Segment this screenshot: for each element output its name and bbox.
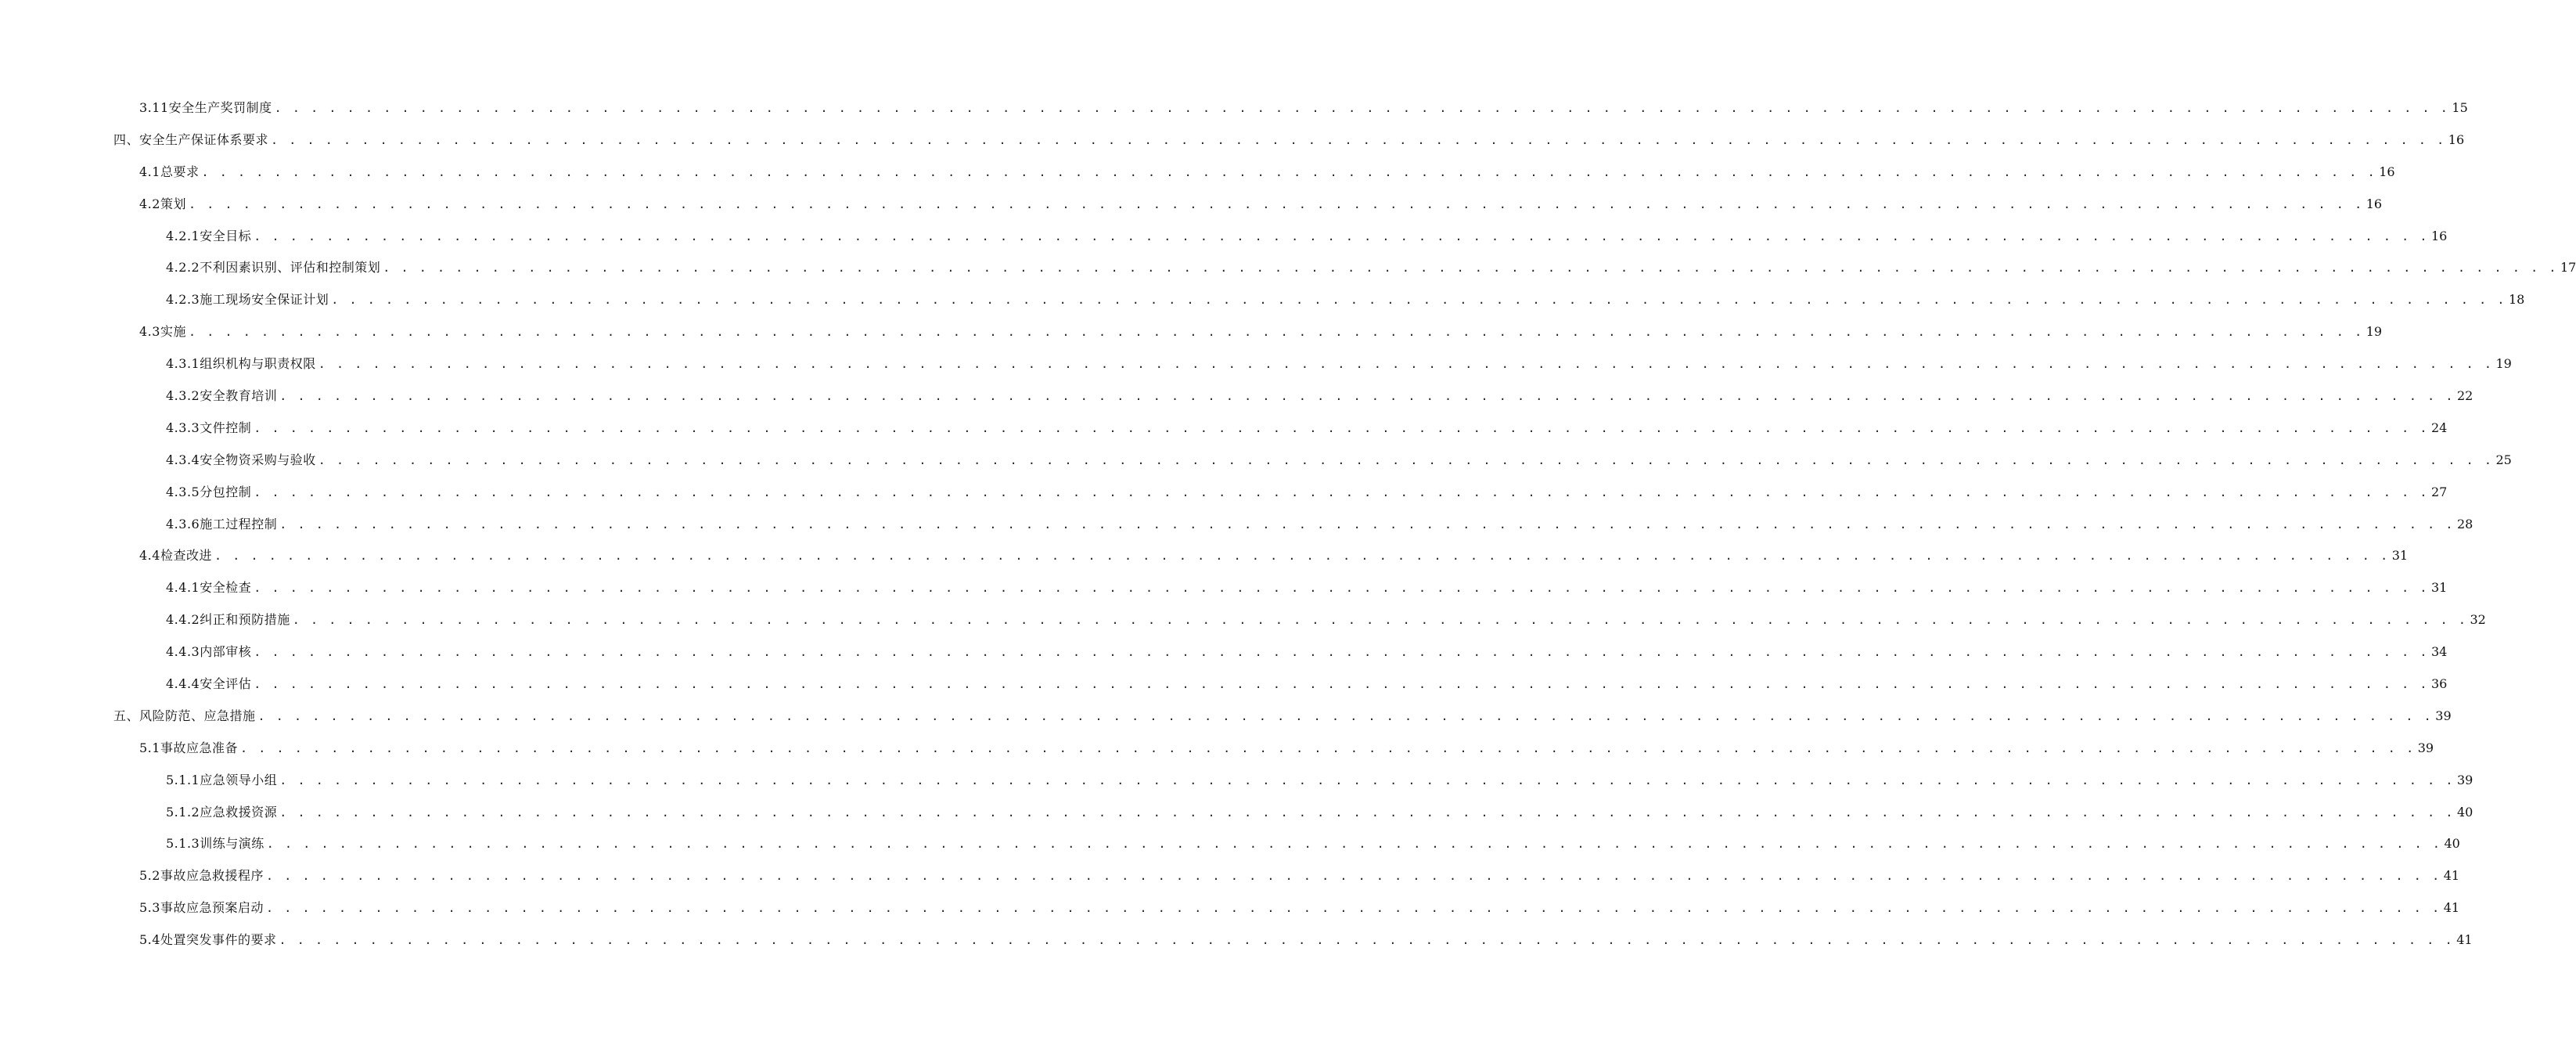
dot-leader: . . . . . . . . . . . . . . . . . . . . . . . . . . . . . . . . . . . . . . . . . . . . . . . . . . . . . . . . . . . . . . . . . . . . . . . . . . . . . . . . . . . . . . . . . . . . . . . . . . . . . . . . . . . . . . . . . . . . . . . . bbox=[265, 869, 2441, 884]
toc-entry-label: 4.4.2纠正和预防措施 bbox=[166, 612, 290, 628]
toc-entry-page-number: 40 bbox=[2444, 836, 2460, 852]
toc-entry[interactable] bbox=[0, 124, 2465, 157]
toc-entry[interactable] bbox=[0, 509, 2473, 541]
dot-leader: . . . . . . . . . . . . . . . . . . . . . . . . . . . . . . . . . . . . . . . . . . . . . . . . . . . . . . . . . . . . . . . . . . . . . . . . . . . . . . . . . . . . . . . . . . . . . . . . . . . . . . . . . . . . . . . . . . . . . . . . bbox=[239, 740, 2416, 755]
toc-entry-label: 4.2策划 bbox=[139, 196, 186, 211]
toc-entry-page-number: 39 bbox=[2435, 708, 2452, 723]
toc-entry[interactable] bbox=[0, 252, 2576, 284]
toc-entry-page-number: 16 bbox=[2379, 164, 2395, 179]
toc-entry-page-number: 15 bbox=[2452, 100, 2468, 115]
toc-entry[interactable] bbox=[0, 477, 2448, 509]
toc-entry[interactable] bbox=[0, 284, 2525, 316]
toc-entry[interactable] bbox=[0, 540, 2409, 572]
toc-entry-page-number: 32 bbox=[2470, 612, 2486, 628]
dot-leader: . . . . . . . . . . . . . . . . . . . . . . . . . . . . . . . . . . . . . . . . . . . . . . . . . . . . . . . . . . . . . . . . . . . . . . . . . . . . . . . . . . . . . . . . . . . . . . . . . . . . . . . . . . . . . . . . . . . . . . . . bbox=[279, 933, 2455, 948]
toc-entry-label: 5.4处置突发事件的要求 bbox=[139, 932, 277, 948]
dot-leader: . . . . . . . . . . . . . . . . . . . . . . . . . . . . . . . . . . . . . . . . . . . . . . . . . . . . . . . . . . . . . . . . . . . . . . . . . . . . . . . . . . . . . . . . . . . . . . . . . . . . . . . . . . . . . . . . . . . . . . . . bbox=[279, 517, 2455, 531]
toc-entry-label: 4.3实施 bbox=[139, 324, 186, 340]
toc-entry-page-number: 40 bbox=[2456, 804, 2473, 820]
toc-entry-page-number: 31 bbox=[2391, 548, 2409, 564]
toc-entry-page-number: 22 bbox=[2456, 388, 2473, 404]
toc-entry-label: 4.3.5分包控制 bbox=[166, 484, 252, 499]
dot-leader: . . . . . . . . . . . . . . . . . . . . . . . . . . . . . . . . . . . . . . . . . . . . . . . . . . . . . . . . . . . . . . . . . . . . . . . . . . . . . . . . . . . . . . . . . . . . . . . . . . . . . . . . . . . . . . . . . . . . . . . . bbox=[265, 901, 2441, 916]
toc-entry-label: 4.4.3内部审核 bbox=[166, 644, 252, 660]
toc-entry-page-number: 17 bbox=[2560, 260, 2576, 276]
toc-entry-page-number: 39 bbox=[2456, 772, 2473, 787]
toc-entry-page-number: 28 bbox=[2456, 516, 2473, 531]
toc-entry-label: 4.4.4安全评估 bbox=[166, 676, 252, 692]
dot-leader: . . . . . . . . . . . . . . . . . . . . . . . . . . . . . . . . . . . . . . . . . . . . . . . . . . . . . . . . . . . . . . . . . . . . . . . . . . . . . . . . . . . . . . . . . . . . . . . . . . . . . . . . . . . . . . . . . . . . . . . . bbox=[271, 132, 2446, 147]
toc-entry-label: 4.2.1安全目标 bbox=[166, 228, 252, 243]
toc-entry[interactable] bbox=[0, 221, 2448, 253]
dot-leader: . . . . . . . . . . . . . . . . . . . . . . . . . . . . . . . . . . . . . . . . . . . . . . . . . . . . . . . . . . . . . . . . . . . . . . . . . . . . . . . . . . . . . . . . . . . . . . . . . . . . . . . . . . . . . . . . . . . . . . . . bbox=[254, 645, 2429, 660]
toc-entry[interactable] bbox=[0, 828, 2460, 860]
dot-leader: . . . . . . . . . . . . . . . . . . . . . . . . . . . . . . . . . . . . . . . . . . . . . . . . . . . . . . . . . . . . . . . . . . . . . . . . . . . . . . . . . . . . . . . . . . . . . . . . . . . . . . . . . . . . . . . . . . . . . . . . bbox=[383, 261, 2558, 276]
toc-entry[interactable] bbox=[0, 892, 2460, 924]
toc-entry-label: 4.4检查改进 bbox=[139, 548, 212, 564]
toc-entry-label: 4.1总要求 bbox=[139, 164, 200, 179]
dot-leader: . . . . . . . . . . . . . . . . . . . . . . . . . . . . . . . . . . . . . . . . . . . . . . . . . . . . . . . . . . . . . . . . . . . . . . . . . . . . . . . . . . . . . . . . . . . . . . . . . . . . . . . . . . . . . . . . . . . . . . . . bbox=[188, 325, 2364, 340]
toc-entry-page-number: 16 bbox=[2430, 228, 2448, 243]
toc-entry-page-number: 27 bbox=[2430, 484, 2448, 499]
toc-entry[interactable] bbox=[0, 701, 2452, 733]
toc-entry-page-number: 36 bbox=[2430, 676, 2448, 692]
dot-leader: . . . . . . . . . . . . . . . . . . . . . . . . . . . . . . . . . . . . . . . . . . . . . . . . . . . . . . . . . . . . . . . . . . . . . . . . . . . . . . . . . . . . . . . . . . . . . . . . . . . . . . . . . . . . . . . . . . . . . . . . bbox=[254, 581, 2429, 596]
toc-entry-label: 4.3.2安全教育培训 bbox=[166, 388, 278, 404]
toc-entry-label: 5.1.1应急领导小组 bbox=[166, 772, 278, 787]
toc-entry-label: 4.2.2不利因素识别、评估和控制策划 bbox=[166, 260, 381, 276]
toc-entry[interactable] bbox=[0, 797, 2473, 829]
toc-entry[interactable] bbox=[0, 668, 2448, 701]
toc-entry-label: 5.1事故应急准备 bbox=[139, 740, 238, 755]
dot-leader: . . . . . . . . . . . . . . . . . . . . . . . . . . . . . . . . . . . . . . . . . . . . . . . . . . . . . . . . . . . . . . . . . . . . . . . . . . . . . . . . . . . . . . . . . . . . . . . . . . . . . . . . . . . . . . . . . . . . . . . . bbox=[292, 613, 2468, 628]
dot-leader: . . . . . . . . . . . . . . . . . . . . . . . . . . . . . . . . . . . . . . . . . . . . . . . . . . . . . . . . . . . . . . . . . . . . . . . . . . . . . . . . . . . . . . . . . . . . . . . . . . . . . . . . . . . . . . . . . . . . . . . . bbox=[254, 677, 2429, 692]
toc-entry-page-number: 19 bbox=[2366, 324, 2383, 340]
toc-entry[interactable] bbox=[0, 380, 2473, 413]
toc-entry-label: 五、风险防范、应急措施 bbox=[113, 708, 256, 723]
dot-leader: . . . . . . . . . . . . . . . . . . . . . . . . . . . . . . . . . . . . . . . . . . . . . . . . . . . . . . . . . . . . . . . . . . . . . . . . . . . . . . . . . . . . . . . . . . . . . . . . . . . . . . . . . . . . . . . . . . . . . . . . bbox=[254, 420, 2429, 435]
toc-entry-label: 4.3.6施工过程控制 bbox=[166, 516, 278, 531]
dot-leader: . . . . . . . . . . . . . . . . . . . . . . . . . . . . . . . . . . . . . . . . . . . . . . . . . . . . . . . . . . . . . . . . . . . . . . . . . . . . . . . . . . . . . . . . . . . . . . . . . . . . . . . . . . . . . . . . . . . . . . . . bbox=[279, 805, 2455, 820]
toc-entry[interactable] bbox=[0, 189, 2383, 221]
toc-entry[interactable] bbox=[0, 733, 2434, 765]
dot-leader: . . . . . . . . . . . . . . . . . . . . . . . . . . . . . . . . . . . . . . . . . . . . . . . . . . . . . . . . . . . . . . . . . . . . . . . . . . . . . . . . . . . . . . . . . . . . . . . . . . . . . . . . . . . . . . . . . . . . . . . . bbox=[254, 229, 2429, 243]
toc-entry[interactable] bbox=[0, 92, 2468, 124]
toc-entry-page-number: 34 bbox=[2430, 644, 2448, 660]
dot-leader: . . . . . . . . . . . . . . . . . . . . . . . . . . . . . . . . . . . . . . . . . . . . . . . . . . . . . . . . . . . . . . . . . . . . . . . . . . . . . . . . . . . . . . . . . . . . . . . . . . . . . . . . . . . . . . . . . . . . . . . . bbox=[318, 452, 2494, 467]
toc-entry-page-number: 18 bbox=[2508, 292, 2525, 308]
toc-entry[interactable] bbox=[0, 765, 2473, 797]
toc-entry-page-number: 25 bbox=[2495, 452, 2512, 467]
toc-entry-label: 四、安全生产保证体系要求 bbox=[113, 132, 269, 147]
toc-entry-label: 5.3事故应急预案启动 bbox=[139, 900, 264, 916]
toc-entry-label: 4.3.1组织机构与职责权限 bbox=[166, 356, 316, 372]
toc-entry[interactable] bbox=[0, 348, 2512, 380]
toc-entry-label: 4.4.1安全检查 bbox=[166, 580, 252, 596]
toc-entry-page-number: 41 bbox=[2443, 900, 2460, 916]
toc-entry[interactable] bbox=[0, 924, 2473, 957]
dot-leader: . . . . . . . . . . . . . . . . . . . . . . . . . . . . . . . . . . . . . . . . . . . . . . . . . . . . . . . . . . . . . . . . . . . . . . . . . . . . . . . . . . . . . . . . . . . . . . . . . . . . . . . . . . . . . . . . . . . . . . . . bbox=[331, 293, 2506, 308]
toc-entry-page-number: 31 bbox=[2430, 580, 2448, 596]
toc-entry-page-number: 39 bbox=[2417, 740, 2434, 755]
dot-leader: . . . . . . . . . . . . . . . . . . . . . . . . . . . . . . . . . . . . . . . . . . . . . . . . . . . . . . . . . . . . . . . . . . . . . . . . . . . . . . . . . . . . . . . . . . . . . . . . . . . . . . . . . . . . . . . . . . . . . . . . bbox=[279, 773, 2455, 787]
toc-entry[interactable] bbox=[0, 413, 2448, 445]
dot-leader: . . . . . . . . . . . . . . . . . . . . . . . . . . . . . . . . . . . . . . . . . . . . . . . . . . . . . . . . . . . . . . . . . . . . . . . . . . . . . . . . . . . . . . . . . . . . . . . . . . . . . . . . . . . . . . . . . . . . . . . . bbox=[279, 389, 2455, 404]
toc-entry-label: 5.1.3训练与演练 bbox=[166, 836, 264, 852]
toc-entry-label: 4.3.4安全物资采购与验收 bbox=[166, 452, 316, 467]
toc-entry-label: 5.2事故应急救援程序 bbox=[139, 868, 264, 884]
dot-leader: . . . . . . . . . . . . . . . . . . . . . . . . . . . . . . . . . . . . . . . . . . . . . . . . . . . . . . . . . . . . . . . . . . . . . . . . . . . . . . . . . . . . . . . . . . . . . . . . . . . . . . . . . . . . . . . . . . . . . . . . bbox=[274, 101, 2450, 115]
toc-entry-label: 4.3.3文件控制 bbox=[166, 420, 252, 435]
toc-entry-page-number: 16 bbox=[2366, 196, 2383, 211]
toc-entry-page-number: 41 bbox=[2456, 932, 2473, 948]
dot-leader: . . . . . . . . . . . . . . . . . . . . . . . . . . . . . . . . . . . . . . . . . . . . . . . . . . . . . . . . . . . . . . . . . . . . . . . . . . . . . . . . . . . . . . . . . . . . . . . . . . . . . . . . . . . . . . . . . . . . . . . . bbox=[257, 708, 2434, 723]
dot-leader: . . . . . . . . . . . . . . . . . . . . . . . . . . . . . . . . . . . . . . . . . . . . . . . . . . . . . . . . . . . . . . . . . . . . . . . . . . . . . . . . . . . . . . . . . . . . . . . . . . . . . . . . . . . . . . . . . . . . . . . . bbox=[266, 837, 2442, 852]
toc-entry[interactable] bbox=[0, 445, 2512, 477]
table-of-contents bbox=[0, 92, 2576, 957]
toc-entry[interactable] bbox=[0, 316, 2383, 348]
toc-entry-label: 3.11安全生产奖罚制度 bbox=[139, 100, 272, 115]
toc-entry[interactable] bbox=[0, 636, 2448, 668]
toc-entry[interactable] bbox=[0, 860, 2460, 892]
dot-leader: . . . . . . . . . . . . . . . . . . . . . . . . . . . . . . . . . . . . . . . . . . . . . . . . . . . . . . . . . . . . . . . . . . . . . . . . . . . . . . . . . . . . . . . . . . . . . . . . . . . . . . . . . . . . . . . . . . . . . . . . bbox=[188, 196, 2364, 211]
toc-entry-page-number: 16 bbox=[2448, 132, 2465, 147]
toc-entry-page-number: 41 bbox=[2443, 868, 2460, 884]
toc-entry-page-number: 19 bbox=[2495, 356, 2512, 372]
toc-entry-label: 5.1.2应急救援资源 bbox=[166, 804, 278, 820]
toc-entry[interactable] bbox=[0, 572, 2448, 604]
toc-entry-label: 4.2.3施工现场安全保证计划 bbox=[166, 292, 329, 308]
dot-leader: . . . . . . . . . . . . . . . . . . . . . . . . . . . . . . . . . . . . . . . . . . . . . . . . . . . . . . . . . . . . . . . . . . . . . . . . . . . . . . . . . . . . . . . . . . . . . . . . . . . . . . . . . . . . . . . . . . . . . . . . bbox=[214, 549, 2390, 564]
toc-entry[interactable] bbox=[0, 157, 2395, 189]
dot-leader: . . . . . . . . . . . . . . . . . . . . . . . . . . . . . . . . . . . . . . . . . . . . . . . . . . . . . . . . . . . . . . . . . . . . . . . . . . . . . . . . . . . . . . . . . . . . . . . . . . . . . . . . . . . . . . . . . . . . . . . . bbox=[201, 164, 2377, 179]
dot-leader: . . . . . . . . . . . . . . . . . . . . . . . . . . . . . . . . . . . . . . . . . . . . . . . . . . . . . . . . . . . . . . . . . . . . . . . . . . . . . . . . . . . . . . . . . . . . . . . . . . . . . . . . . . . . . . . . . . . . . . . . bbox=[318, 357, 2494, 372]
dot-leader: . . . . . . . . . . . . . . . . . . . . . . . . . . . . . . . . . . . . . . . . . . . . . . . . . . . . . . . . . . . . . . . . . . . . . . . . . . . . . . . . . . . . . . . . . . . . . . . . . . . . . . . . . . . . . . . . . . . . . . . . bbox=[254, 485, 2429, 499]
toc-entry[interactable] bbox=[0, 604, 2486, 636]
toc-entry-page-number: 24 bbox=[2430, 420, 2448, 435]
